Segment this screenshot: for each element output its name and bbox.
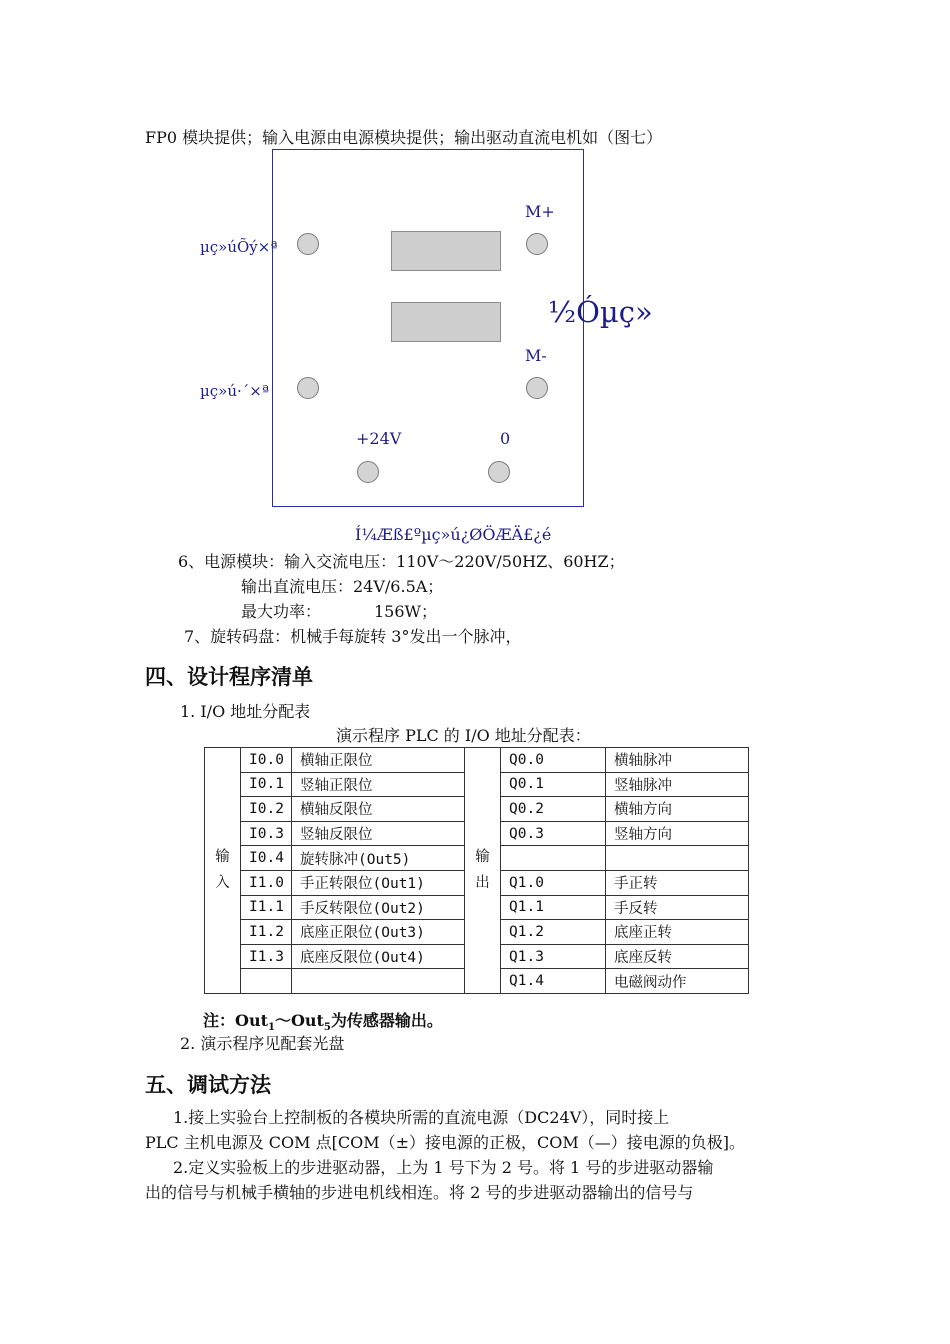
section5-heading: 五、调试方法: [145, 1073, 271, 1097]
encoder-line: 7、旋转码盘：机械手每旋转 3°发出一个脉冲，: [184, 627, 522, 646]
output-address-cell: Q1.0: [501, 870, 606, 895]
table-title: 演示程序 PLC 的 I/O 地址分配表：: [336, 726, 591, 745]
input-address-cell: [241, 969, 292, 994]
para2-line2: 出的信号与机械手横轴的步进电机线相连。将 2 号的步进驱动器输出的信号与: [145, 1183, 694, 1202]
motor-module-diagram: [272, 149, 584, 507]
io-heading: 1. I/O 地址分配表: [180, 702, 311, 721]
input-description-cell: 横轴反限位: [292, 797, 465, 822]
input-description-cell: 横轴正限位: [292, 748, 465, 773]
output-description-cell: 横轴脉冲: [606, 748, 749, 773]
table-note: 注：Out$_1$～Out$_5$为传感器输出。: [203, 1011, 443, 1034]
output-description-cell: 底座反转: [606, 944, 749, 969]
output-description-cell: 手正转: [606, 870, 749, 895]
input-description-cell: 手反转限位(Out2): [292, 895, 465, 920]
intro-line: FP0 模块提供；输入电源由电源模块提供；输出驱动直流电机如（图七）: [145, 128, 663, 147]
demo-line: 2. 演示程序见配套光盘: [180, 1034, 345, 1053]
para1-line2: PLC 主机电源及 COM 点[COM（±）接电源的正极，COM（—）接电源的负极]。: [145, 1133, 746, 1152]
input-description-cell: [292, 969, 465, 994]
figure-caption: Í¼Æß£ºµç»ú¿ØÖÆÄ£¿é: [355, 525, 552, 544]
output-address-cell: Q0.2: [501, 797, 606, 822]
output-description-cell: 横轴方向: [606, 797, 749, 822]
plus-24v-label: +24V: [356, 429, 402, 448]
output-side-label: 输 出: [465, 748, 501, 994]
output-address-cell: Q1.1: [501, 895, 606, 920]
plus-24v-terminal: [357, 461, 379, 483]
input-side-label: 输 入: [205, 748, 241, 994]
input-address-cell: I0.3: [241, 821, 292, 846]
table-row: [205, 748, 749, 773]
output-address-cell: [501, 846, 606, 871]
forward-terminal: [297, 233, 319, 255]
output-address-cell: Q0.1: [501, 772, 606, 797]
output-address-cell: Q1.2: [501, 920, 606, 945]
zero-terminal: [488, 461, 510, 483]
power-line-3-value: 156W；: [374, 602, 437, 621]
m-minus-label: M-: [525, 346, 547, 365]
output-description-cell: 竖轴脉冲: [606, 772, 749, 797]
output-address-cell: Q0.0: [501, 748, 606, 773]
m-plus-label: M+: [525, 202, 555, 221]
input-address-cell: I0.0: [241, 748, 292, 773]
input-address-cell: I0.4: [241, 846, 292, 871]
indicator-rect-bottom: [391, 302, 501, 342]
power-line-2: 输出直流电压：24V/6.5A；: [241, 577, 444, 596]
io-address-table: [204, 747, 749, 994]
output-address-cell: Q1.4: [501, 969, 606, 994]
output-address-cell: Q1.3: [501, 944, 606, 969]
input-description-cell: 底座反限位(Out4): [292, 944, 465, 969]
label-connect-motor: ½Óµç»: [548, 295, 653, 329]
output-address-cell: Q0.3: [501, 821, 606, 846]
output-description-cell: 底座正转: [606, 920, 749, 945]
output-description-cell: 竖轴方向: [606, 821, 749, 846]
para1-line1: 1.接上实验台上控制板的各模块所需的直流电源（DC24V），同时接上: [173, 1108, 670, 1127]
indicator-rect-top: [391, 231, 501, 271]
input-address-cell: I0.2: [241, 797, 292, 822]
label-forward: µç»úÕý×ª: [200, 238, 278, 256]
input-address-cell: I1.1: [241, 895, 292, 920]
power-line-1: 6、电源模块：输入交流电压：110V～220V/50HZ、60HZ；: [178, 552, 625, 571]
output-description-cell: 手反转: [606, 895, 749, 920]
input-address-cell: I1.3: [241, 944, 292, 969]
input-description-cell: 竖轴反限位: [292, 821, 465, 846]
label-reverse: µç»ú·´×ª: [200, 382, 269, 400]
m-minus-terminal: [526, 377, 548, 399]
input-address-cell: I1.2: [241, 920, 292, 945]
section4-heading: 四、设计程序清单: [145, 665, 313, 689]
para2-line1: 2.定义实验板上的步进驱动器，上为 1 号下为 2 号。将 1 号的步进驱动器输: [173, 1158, 714, 1177]
input-address-cell: I0.1: [241, 772, 292, 797]
input-description-cell: 竖轴正限位: [292, 772, 465, 797]
zero-label: 0: [500, 429, 511, 448]
input-description-cell: 底座正限位(Out3): [292, 920, 465, 945]
reverse-terminal: [297, 377, 319, 399]
output-description-cell: 电磁阀动作: [606, 969, 749, 994]
power-line-3-label: 最大功率：: [241, 602, 322, 621]
input-description-cell: 手正转限位(Out1): [292, 870, 465, 895]
input-address-cell: I1.0: [241, 870, 292, 895]
input-description-cell: 旋转脉冲(Out5): [292, 846, 465, 871]
m-plus-terminal: [526, 233, 548, 255]
output-description-cell: [606, 846, 749, 871]
